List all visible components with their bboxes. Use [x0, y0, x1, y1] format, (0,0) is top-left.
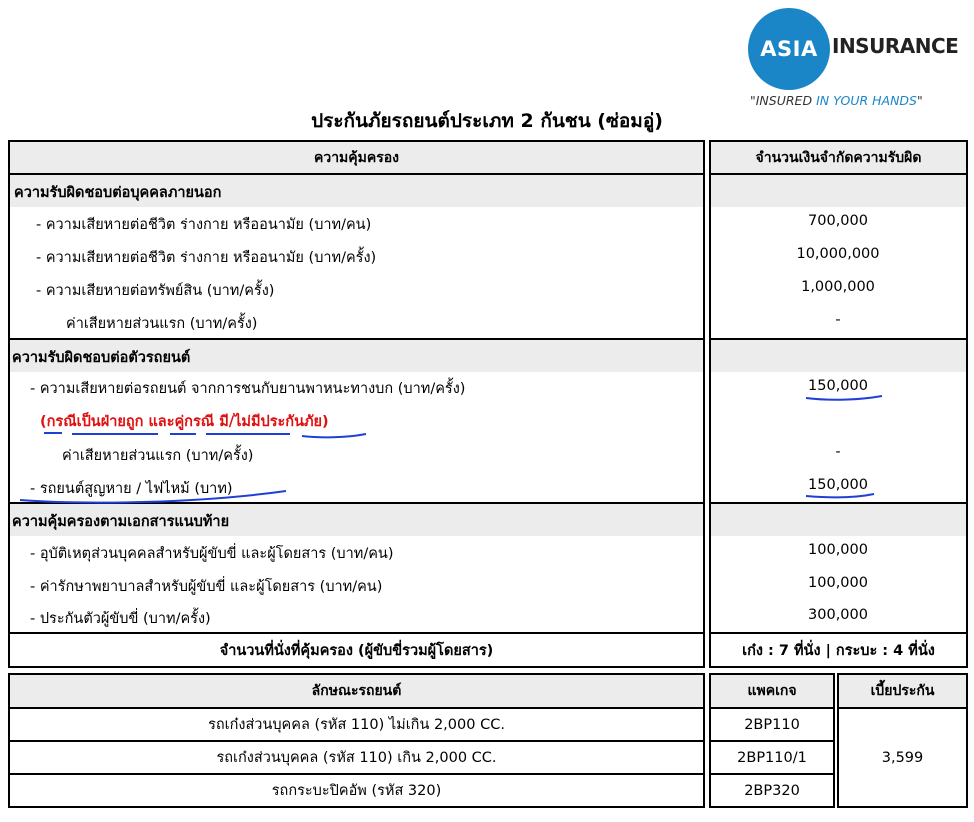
- asia-insurance-logo: [748, 6, 968, 116]
- coverage-value: 150,000: [808, 477, 868, 493]
- coverage-row: ค่าเสียหายส่วนแรก (บาท/ครั้ง): [66, 316, 258, 332]
- section-own-damage-label: ความรับผิดชอบต่อตัวรถยนต์: [12, 350, 191, 366]
- logo-tagline: "INSURED IN YOUR HANDS": [750, 93, 923, 108]
- coverage-row: - รถยนต์สูญหาย / ไฟไหม้ (บาท): [30, 481, 233, 497]
- package-header: แพคเกจ: [711, 675, 833, 707]
- package-cell: 2BP110/1: [737, 749, 807, 766]
- coverage-row: - ประกันตัวผู้ขับขี่ (บาท/ครั้ง): [30, 611, 211, 627]
- coverage-row: - ความเสียหายต่อชีวิต ร่างกาย หรืออนามัย (บาท/คน): [36, 217, 372, 233]
- car-type-cell: รถเก๋งส่วนบุคคล (รหัส 110) เกิน 2,000 CC.: [216, 750, 497, 766]
- section-endorsement-label: ความคุ้มครองตามเอกสารแนบท้าย: [12, 514, 230, 530]
- page-title: ประกันภัยรถยนต์ประเภท 2 กันชน (ซ่อมอู่): [311, 110, 663, 132]
- coverage-row: - อุบัติเหตุส่วนบุคคลสำหรับผู้ขับขี่ และผู้โดยสาร (บาท/คน): [30, 546, 394, 562]
- coverage-value: 10,000,000: [796, 246, 880, 262]
- section-endorsement-value-bg: [711, 504, 966, 536]
- package-cell: 2BP320: [744, 782, 800, 799]
- section-own-damage-value-bg: [711, 340, 966, 372]
- section-third-party-label: ความรับผิดชอบต่อบุคคลภายนอก: [14, 185, 222, 201]
- coverage-header: ความคุ้มครอง: [10, 142, 703, 173]
- limit-header: จำนวนเงินจำกัดความรับผิด: [711, 142, 966, 173]
- logo-wordmark: INSURANCE: [832, 34, 959, 58]
- coverage-row: - ความเสียหายต่อชีวิต ร่างกาย หรืออนามัย (บาท/ครั้ง): [36, 250, 377, 266]
- coverage-row: - ความเสียหายต่อรถยนต์ จากการชนกับยานพาหนะทางบก (บาท/ครั้ง): [30, 381, 466, 397]
- coverage-value: 1,000,000: [801, 279, 875, 295]
- premium-header: เบี้ยประกัน: [839, 675, 966, 707]
- package-cell: 2BP110: [744, 716, 800, 733]
- logo-circle: ASIA: [748, 8, 830, 90]
- car-type-cell: รถกระบะปิคอัพ (รหัส 320): [271, 783, 442, 799]
- car-type-header: ลักษณะรถยนต์: [10, 675, 703, 707]
- coverage-row: - ความเสียหายต่อทรัพย์สิน (บาท/ครั้ง): [36, 283, 275, 299]
- coverage-value: 300,000: [808, 607, 868, 623]
- seats-label: จำนวนที่นั่งที่คุ้มครอง (ผู้ขับขี่รวมผู้โดยสาร): [219, 642, 494, 659]
- coverage-note: (กรณีเป็นฝ่ายถูก และคู่กรณี มี/ไม่มีประกันภัย): [40, 414, 329, 430]
- coverage-value: -: [835, 312, 841, 328]
- section-third-party-value-bg: [711, 175, 966, 207]
- car-type-cell: รถเก๋งส่วนบุคคล (รหัส 110) ไม่เกิน 2,000 CC.: [208, 717, 505, 733]
- premium-cell: 3,599: [881, 749, 924, 766]
- coverage-value: 100,000: [808, 542, 868, 558]
- coverage-row: - ค่ารักษาพยาบาลสำหรับผู้ขับขี่ และผู้โดยสาร (บาท/คน): [30, 579, 383, 595]
- seats-value: เก๋ง : 7 ที่นั่ง | กระบะ : 4 ที่นั่ง: [742, 642, 935, 659]
- coverage-value: -: [835, 444, 841, 460]
- coverage-value: 100,000: [808, 575, 868, 591]
- coverage-row: ค่าเสียหายส่วนแรก (บาท/ครั้ง): [62, 448, 254, 464]
- coverage-value: 150,000: [808, 378, 868, 394]
- coverage-value: 700,000: [808, 213, 868, 229]
